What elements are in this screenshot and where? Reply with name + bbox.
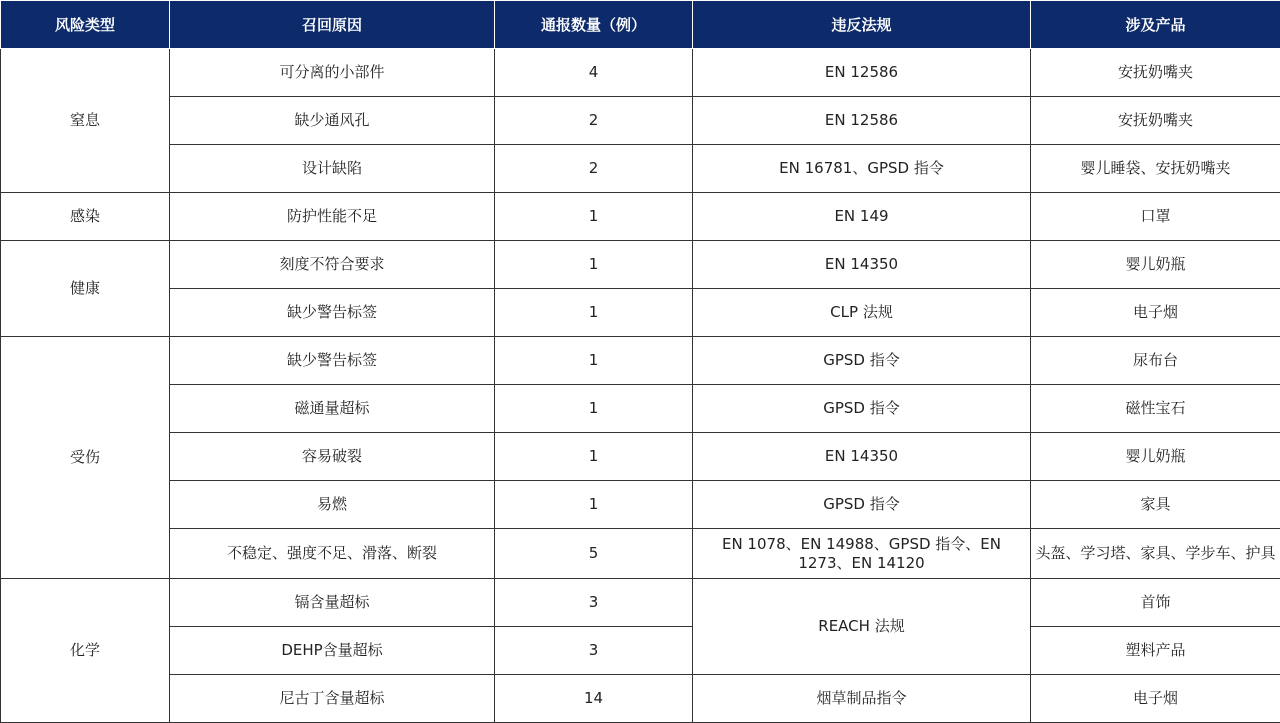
count-cell: 1 <box>495 241 693 289</box>
header-risk-type: 风险类型 <box>1 1 170 49</box>
reason-cell: 缺少警告标签 <box>170 289 495 337</box>
product-cell: 首饰 <box>1031 579 1280 627</box>
reason-cell: 容易破裂 <box>170 433 495 481</box>
table-row <box>1 145 1280 193</box>
header-row <box>1 1 1280 49</box>
header-count: 通报数量（例） <box>495 1 693 49</box>
table-row <box>1 241 1280 289</box>
risk-type-cell: 受伤 <box>1 337 170 579</box>
table-row <box>1 97 1280 145</box>
reason-cell: 易燃 <box>170 481 495 529</box>
count-cell: 1 <box>495 481 693 529</box>
reason-cell: 缺少警告标签 <box>170 337 495 385</box>
header-product: 涉及产品 <box>1031 1 1280 49</box>
regulation-cell: EN 12586 <box>693 49 1031 97</box>
regulation-cell: EN 12586 <box>693 97 1031 145</box>
table-row <box>1 337 1280 385</box>
regulation-cell: EN 149 <box>693 193 1031 241</box>
regulation-cell: EN 14350 <box>693 433 1031 481</box>
product-cell: 电子烟 <box>1031 289 1280 337</box>
risk-type-cell: 窒息 <box>1 49 170 193</box>
reason-cell: 可分离的小部件 <box>170 49 495 97</box>
reason-cell: 设计缺陷 <box>170 145 495 193</box>
header-reason: 召回原因 <box>170 1 495 49</box>
reason-cell: 刻度不符合要求 <box>170 241 495 289</box>
product-cell: 电子烟 <box>1031 675 1280 723</box>
table-row <box>1 481 1280 529</box>
reason-cell: 防护性能不足 <box>170 193 495 241</box>
table-row <box>1 49 1280 97</box>
count-cell: 3 <box>495 579 693 627</box>
reason-cell: 尼古丁含量超标 <box>170 675 495 723</box>
regulation-cell: GPSD 指令 <box>693 481 1031 529</box>
product-cell: 婴儿睡袋、安抚奶嘴夹 <box>1031 145 1280 193</box>
count-cell: 3 <box>495 627 693 675</box>
count-cell: 2 <box>495 97 693 145</box>
table-row <box>1 675 1280 723</box>
table-row <box>1 193 1280 241</box>
product-cell: 塑料产品 <box>1031 627 1280 675</box>
count-cell: 14 <box>495 675 693 723</box>
reason-cell: DEHP含量超标 <box>170 627 495 675</box>
reason-cell: 镉含量超标 <box>170 579 495 627</box>
count-cell: 1 <box>495 193 693 241</box>
regulation-cell: EN 1078、EN 14988、GPSD 指令、EN 1273、EN 14120 <box>693 529 1031 579</box>
table-row <box>1 289 1280 337</box>
regulation-cell: GPSD 指令 <box>693 337 1031 385</box>
regulation-cell: EN 14350 <box>693 241 1031 289</box>
count-cell: 4 <box>495 49 693 97</box>
count-cell: 1 <box>495 385 693 433</box>
risk-type-cell: 健康 <box>1 241 170 337</box>
product-cell: 安抚奶嘴夹 <box>1031 97 1280 145</box>
table-row <box>1 433 1280 481</box>
reason-cell: 磁通量超标 <box>170 385 495 433</box>
count-cell: 2 <box>495 145 693 193</box>
regulation-cell: 烟草制品指令 <box>693 675 1031 723</box>
risk-type-cell: 化学 <box>1 579 170 723</box>
regulation-cell: CLP 法规 <box>693 289 1031 337</box>
table-row <box>1 627 1280 675</box>
product-cell: 尿布台 <box>1031 337 1280 385</box>
reason-cell: 不稳定、强度不足、滑落、断裂 <box>170 529 495 579</box>
reason-cell: 缺少通风孔 <box>170 97 495 145</box>
product-cell: 磁性宝石 <box>1031 385 1280 433</box>
product-cell: 头盔、学习塔、家具、学步车、护具 <box>1031 529 1280 579</box>
table-row <box>1 579 1280 627</box>
product-cell: 安抚奶嘴夹 <box>1031 49 1280 97</box>
regulation-cell: REACH 法规 <box>693 579 1031 675</box>
table-row <box>1 385 1280 433</box>
count-cell: 1 <box>495 289 693 337</box>
header-regulation: 违反法规 <box>693 1 1031 49</box>
regulation-cell: EN 16781、GPSD 指令 <box>693 145 1031 193</box>
product-cell: 家具 <box>1031 481 1280 529</box>
count-cell: 1 <box>495 337 693 385</box>
table-row <box>1 529 1280 579</box>
regulation-cell: GPSD 指令 <box>693 385 1031 433</box>
count-cell: 1 <box>495 433 693 481</box>
risk-type-cell: 感染 <box>1 193 170 241</box>
count-cell: 5 <box>495 529 693 579</box>
product-cell: 婴儿奶瓶 <box>1031 433 1280 481</box>
product-cell: 口罩 <box>1031 193 1280 241</box>
product-cell: 婴儿奶瓶 <box>1031 241 1280 289</box>
